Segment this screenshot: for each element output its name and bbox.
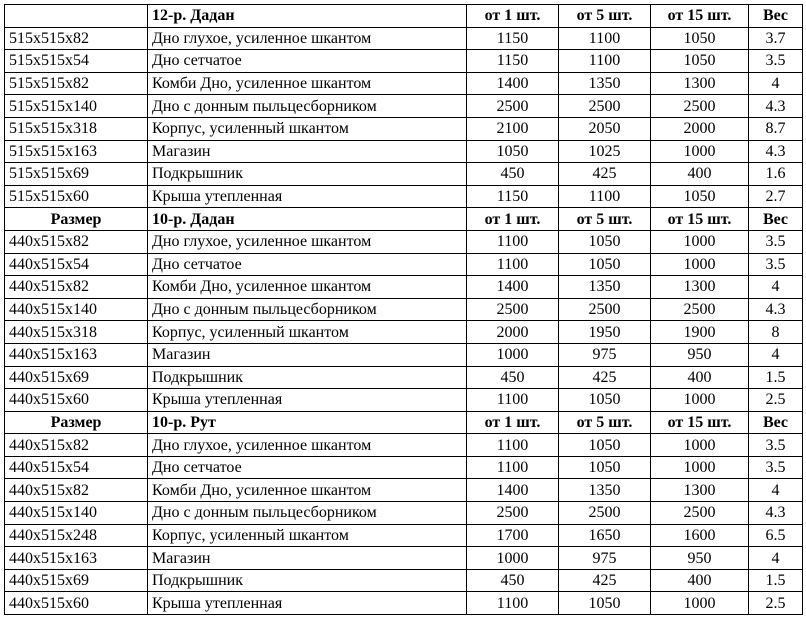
cell-weight: 3.5 (749, 50, 803, 73)
cell-price-1: 1100 (467, 592, 559, 615)
cell-name: Крыша утепленная (148, 185, 467, 208)
cell-size: 440x515x82 (5, 434, 148, 457)
cell-weight: 3.5 (749, 434, 803, 457)
cell-size: 440x515x60 (5, 592, 148, 615)
price-table (4, 4, 803, 615)
cell-price-5: 2050 (559, 117, 651, 140)
cell-price-1: 1400 (467, 479, 559, 502)
cell-price-1: 1150 (467, 27, 559, 50)
table-row (5, 456, 803, 479)
cell-name: Дно глухое, усиленное шкантом (148, 434, 467, 457)
cell-weight: 1.5 (749, 569, 803, 592)
cell-price-5: 1100 (559, 27, 651, 50)
section-header-row (5, 5, 803, 28)
cell-price-1: 1000 (467, 547, 559, 570)
cell-name: Корпус, усиленный шкантом (148, 321, 467, 344)
table-row (5, 72, 803, 95)
cell-weight: 3.5 (749, 253, 803, 276)
table-row (5, 95, 803, 118)
header-weight: Вес (749, 5, 803, 28)
cell-name: Комби Дно, усиленное шкантом (148, 479, 467, 502)
cell-size: 440x515x140 (5, 298, 148, 321)
cell-price-1: 1100 (467, 456, 559, 479)
header-price-5: от 5 шт. (559, 411, 651, 434)
cell-price-5: 1025 (559, 140, 651, 163)
table-row (5, 140, 803, 163)
header-price-5: от 5 шт. (559, 208, 651, 231)
table-row (5, 298, 803, 321)
cell-price-15: 1300 (651, 479, 749, 502)
cell-weight: 2.5 (749, 389, 803, 412)
cell-price-15: 1000 (651, 592, 749, 615)
cell-size: 440x515x82 (5, 230, 148, 253)
header-price-1: от 1 шт. (467, 411, 559, 434)
cell-size: 440x515x54 (5, 253, 148, 276)
cell-weight: 4 (749, 479, 803, 502)
cell-name: Дно с донным пыльцесборником (148, 95, 467, 118)
header-size: Размер (5, 208, 148, 231)
cell-price-1: 450 (467, 163, 559, 186)
cell-price-15: 1000 (651, 253, 749, 276)
cell-name: Магазин (148, 343, 467, 366)
cell-price-5: 1050 (559, 230, 651, 253)
cell-price-15: 1000 (651, 230, 749, 253)
cell-price-1: 450 (467, 366, 559, 389)
table-row (5, 117, 803, 140)
table-row (5, 434, 803, 457)
cell-name: Магазин (148, 140, 467, 163)
cell-size: 515x515x318 (5, 117, 148, 140)
table-row (5, 50, 803, 73)
cell-price-1: 1100 (467, 230, 559, 253)
header-price-1: от 1 шт. (467, 5, 559, 28)
cell-price-15: 1050 (651, 185, 749, 208)
cell-price-1: 1100 (467, 253, 559, 276)
cell-size: 440x515x69 (5, 569, 148, 592)
cell-price-5: 1100 (559, 185, 651, 208)
cell-size: 440x515x54 (5, 456, 148, 479)
cell-price-5: 1050 (559, 253, 651, 276)
section-header-row (5, 411, 803, 434)
cell-name: Крыша утепленная (148, 592, 467, 615)
table-row (5, 276, 803, 299)
header-section-title: 10-р. Дадан (148, 208, 467, 231)
cell-weight: 4.3 (749, 298, 803, 321)
table-row (5, 592, 803, 615)
cell-name: Дно с донным пыльцесборником (148, 298, 467, 321)
table-row (5, 479, 803, 502)
table-row (5, 524, 803, 547)
cell-name: Подкрышник (148, 569, 467, 592)
cell-size: 515x515x82 (5, 27, 148, 50)
cell-price-15: 950 (651, 547, 749, 570)
cell-name: Дно сетчатое (148, 50, 467, 73)
cell-weight: 4.3 (749, 140, 803, 163)
cell-name: Комби Дно, усиленное шкантом (148, 72, 467, 95)
header-price-1: от 1 шт. (467, 208, 559, 231)
cell-price-5: 425 (559, 366, 651, 389)
header-weight: Вес (749, 208, 803, 231)
cell-price-5: 1050 (559, 456, 651, 479)
cell-size: 440x515x82 (5, 276, 148, 299)
cell-weight: 2.5 (749, 592, 803, 615)
cell-price-1: 2000 (467, 321, 559, 344)
table-row (5, 366, 803, 389)
cell-size: 515x515x82 (5, 72, 148, 95)
cell-name: Дно сетчатое (148, 253, 467, 276)
cell-name: Магазин (148, 547, 467, 570)
header-size: Размер (5, 411, 148, 434)
cell-name: Комби Дно, усиленное шкантом (148, 276, 467, 299)
cell-price-5: 1650 (559, 524, 651, 547)
cell-size: 440x515x248 (5, 524, 148, 547)
cell-weight: 4 (749, 72, 803, 95)
cell-weight: 3.5 (749, 230, 803, 253)
table-row (5, 547, 803, 570)
table-row (5, 502, 803, 525)
cell-weight: 6.5 (749, 524, 803, 547)
cell-size: 440x515x60 (5, 389, 148, 412)
cell-price-15: 1050 (651, 27, 749, 50)
cell-price-1: 450 (467, 569, 559, 592)
header-section-title: 10-р. Рут (148, 411, 467, 434)
cell-size: 440x515x163 (5, 547, 148, 570)
cell-price-15: 400 (651, 569, 749, 592)
cell-weight: 4 (749, 343, 803, 366)
cell-price-1: 1400 (467, 276, 559, 299)
cell-size: 440x515x140 (5, 502, 148, 525)
cell-price-5: 975 (559, 343, 651, 366)
cell-name: Дно глухое, усиленное шкантом (148, 27, 467, 50)
table-row (5, 343, 803, 366)
cell-price-1: 2500 (467, 298, 559, 321)
cell-weight: 3.7 (749, 27, 803, 50)
cell-price-5: 2500 (559, 95, 651, 118)
cell-weight: 3.5 (749, 456, 803, 479)
cell-name: Корпус, усиленный шкантом (148, 117, 467, 140)
cell-price-1: 1150 (467, 50, 559, 73)
cell-weight: 8 (749, 321, 803, 344)
table-row (5, 569, 803, 592)
cell-price-15: 400 (651, 163, 749, 186)
cell-size: 515x515x60 (5, 185, 148, 208)
cell-weight: 2.7 (749, 185, 803, 208)
price-table-body (5, 5, 803, 615)
section-header-row (5, 208, 803, 231)
cell-price-1: 1100 (467, 434, 559, 457)
cell-price-15: 1000 (651, 140, 749, 163)
table-row (5, 321, 803, 344)
header-price-15: от 15 шт. (651, 411, 749, 434)
cell-price-15: 1600 (651, 524, 749, 547)
cell-weight: 4.3 (749, 502, 803, 525)
cell-price-5: 1350 (559, 479, 651, 502)
cell-size: 515x515x54 (5, 50, 148, 73)
table-row (5, 389, 803, 412)
cell-size: 515x515x163 (5, 140, 148, 163)
cell-name: Подкрышник (148, 163, 467, 186)
cell-price-1: 2500 (467, 502, 559, 525)
cell-price-15: 1300 (651, 72, 749, 95)
cell-price-5: 1350 (559, 276, 651, 299)
cell-price-15: 1050 (651, 50, 749, 73)
cell-price-5: 1350 (559, 72, 651, 95)
cell-price-15: 2500 (651, 502, 749, 525)
cell-price-5: 2500 (559, 502, 651, 525)
cell-price-5: 2500 (559, 298, 651, 321)
table-row (5, 27, 803, 50)
cell-price-5: 1950 (559, 321, 651, 344)
cell-name: Подкрышник (148, 366, 467, 389)
header-section-title: 12-р. Дадан (148, 5, 467, 28)
cell-name: Корпус, усиленный шкантом (148, 524, 467, 547)
cell-price-1: 1700 (467, 524, 559, 547)
cell-price-1: 2500 (467, 95, 559, 118)
cell-price-1: 2100 (467, 117, 559, 140)
header-price-15: от 15 шт. (651, 5, 749, 28)
cell-price-15: 1000 (651, 389, 749, 412)
cell-weight: 1.6 (749, 163, 803, 186)
table-row (5, 163, 803, 186)
table-row (5, 253, 803, 276)
cell-price-5: 1050 (559, 592, 651, 615)
cell-price-15: 400 (651, 366, 749, 389)
header-size (5, 5, 148, 28)
cell-price-15: 2500 (651, 298, 749, 321)
table-row (5, 185, 803, 208)
cell-size: 515x515x69 (5, 163, 148, 186)
cell-price-1: 1100 (467, 389, 559, 412)
cell-name: Дно с донным пыльцесборником (148, 502, 467, 525)
cell-name: Крыша утепленная (148, 389, 467, 412)
cell-size: 440x515x163 (5, 343, 148, 366)
cell-price-15: 2000 (651, 117, 749, 140)
cell-price-5: 1050 (559, 434, 651, 457)
cell-price-1: 1000 (467, 343, 559, 366)
table-row (5, 230, 803, 253)
cell-weight: 1.5 (749, 366, 803, 389)
cell-weight: 4 (749, 276, 803, 299)
cell-price-5: 975 (559, 547, 651, 570)
cell-price-15: 1000 (651, 434, 749, 457)
cell-price-15: 1000 (651, 456, 749, 479)
cell-price-5: 1050 (559, 389, 651, 412)
cell-price-15: 950 (651, 343, 749, 366)
cell-name: Дно сетчатое (148, 456, 467, 479)
cell-price-15: 1900 (651, 321, 749, 344)
cell-price-1: 1050 (467, 140, 559, 163)
cell-size: 440x515x82 (5, 479, 148, 502)
cell-weight: 4.3 (749, 95, 803, 118)
header-weight: Вес (749, 411, 803, 434)
cell-size: 440x515x69 (5, 366, 148, 389)
cell-price-5: 425 (559, 163, 651, 186)
header-price-15: от 15 шт. (651, 208, 749, 231)
cell-size: 515x515x140 (5, 95, 148, 118)
cell-name: Дно глухое, усиленное шкантом (148, 230, 467, 253)
cell-weight: 8.7 (749, 117, 803, 140)
cell-price-5: 1100 (559, 50, 651, 73)
cell-price-15: 1300 (651, 276, 749, 299)
cell-weight: 4 (749, 547, 803, 570)
header-price-5: от 5 шт. (559, 5, 651, 28)
cell-price-5: 425 (559, 569, 651, 592)
cell-price-1: 1150 (467, 185, 559, 208)
cell-price-1: 1400 (467, 72, 559, 95)
cell-size: 440x515x318 (5, 321, 148, 344)
cell-price-15: 2500 (651, 95, 749, 118)
